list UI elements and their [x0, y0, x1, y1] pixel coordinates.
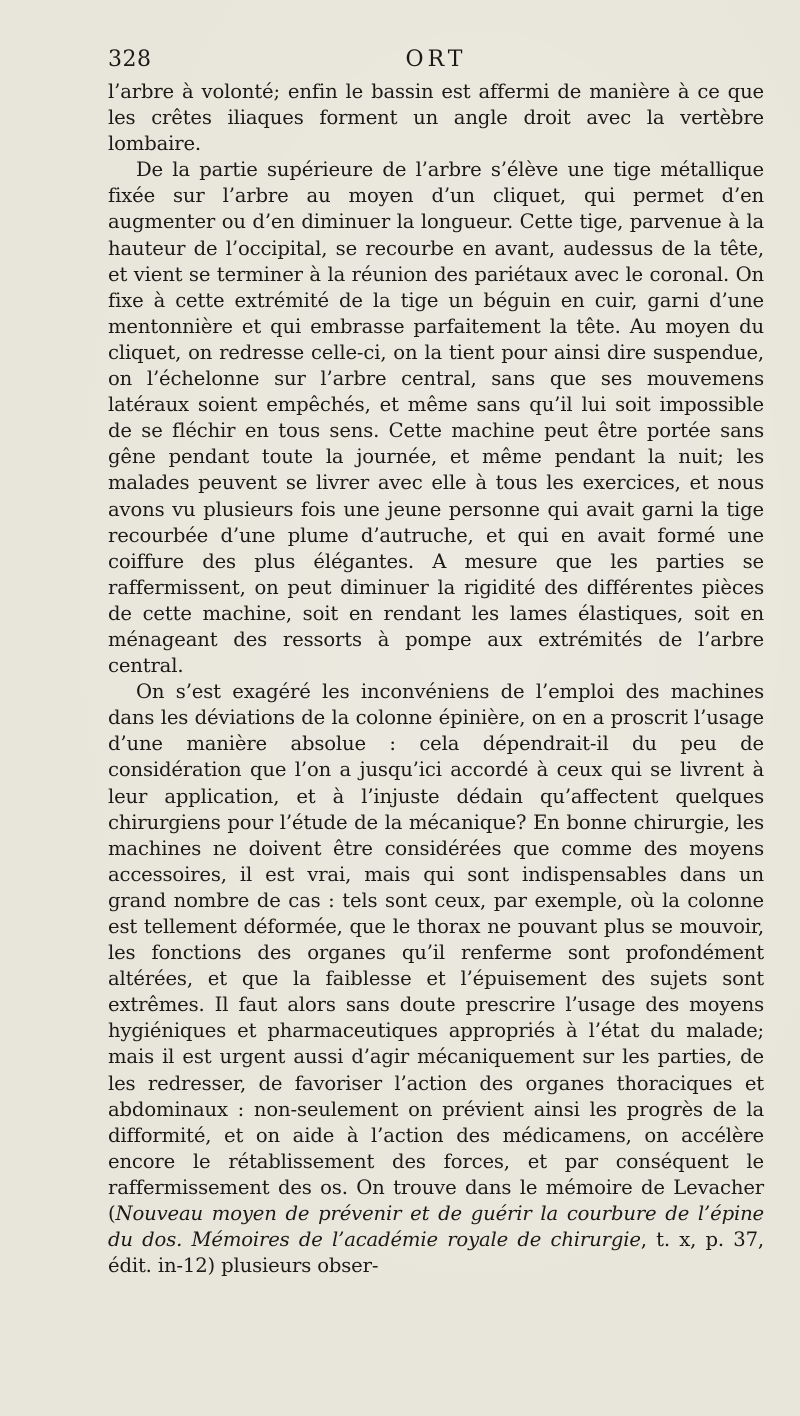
running-head: [108, 47, 764, 77]
paragraph-machines-discussion: [108, 679, 764, 1279]
page-number: 328: [108, 47, 152, 72]
paragraph-text-before-citation: On s’est exagéré les inconvéniens de l’emploi des machines dans les déviations de la colonne épinière, on en a proscrit l’usage d’une manière absolue : cela dépendrait-il du peu de considération que l’on a jusqu’ici accordé à ceux qui se livrent à leur application, et à l’injuste dédain qu’affectent quelques chirurgiens pour l’étude de la mécanique? En bonne chirurgie, les machines ne doivent être considérées que comme des moyens accessoires, il est vrai, mais qui sont indispensables dans un grand nombre de cas : tels sont ceux, par exemple, où la colonne est tellement déformée, que le thorax ne pouvant plus se mouvoir, les fonctions des organes qu’il renferme sont profondément altérées, et que la faiblesse et l’épuisement des sujets sont extrêmes. Il faut alors sans doute prescrire l’usage des moyens hygiéniques et pharmaceutiques appropriés à l’état du malade; mais il est urgent aussi d’agir mécaniquement sur les parties, de les redresser, de favoriser l’action des organes thoraciques et abdominaux : non-seulement on prévient ainsi les progrès de la difformité, et on aide à l’action des médicamens, on accélère encore le rétablissement des forces, et par conséquent le raffermissement des os. On trouve dans le mémoire de Levacher (: [108, 680, 764, 1226]
paragraph-head-support: De la partie supérieure de l’arbre s’élève une tige métallique fixée sur l’arbre au moyen d’un cliquet, qui permet d’en augmenter ou d’en diminuer la longueur. Cette tige, parvenue à la hauteur de l’occipital, se recourbe en avant, audessus de la tête, et vient se terminer à la réunion des pariétaux avec le coronal. On fixe à cette extrémité de la tige un béguin en cuir, garni d’une mentonnière et qui embrasse parfaitement la tête. Au moyen du cliquet, on redresse celle-ci, on la tient pour ainsi dire suspendue, on l’échelonne sur l’arbre central, sans que ses mouvemens latéraux soient empêchés, et même sans qu’il lui soit impossible de se fléchir en tous sens. Cette machine peut être portée sans gêne pendant toute la journée, et même pendant la nuit; les malades peuvent se livrer avec elle à tous les exercices, et nous avons vu plusieurs fois une jeune personne qui avait garni la tige recourbée d’une plume d’autruche, et qui en avait formé une coiffure des plus élégantes. A mesure que les parties se raffermissent, on peut diminuer la rigidité des différentes pièces de cette machine, soit en rendant les lames élastiques, soit en ménageant des ressorts à pompe aux extrémités de l’arbre central.: [108, 158, 764, 678]
paragraph-continuation: l’arbre à volonté; enfin le bassin est affermi de manière à ce que les crêtes iliaques forment un angle droit avec la vertèbre lombaire.: [108, 80, 764, 156]
paragraph-text-after-citation: , t. x, p. 37, édit. in-12) plusieurs obser-: [108, 1228, 765, 1278]
citation-title-italic: Nouveau moyen de prévenir et de guérir la courbure de l’épine du dos. Mémoires de l’académie royale de chirurgie: [108, 1202, 764, 1252]
running-title: ORT: [405, 47, 467, 72]
body-text: [108, 79, 764, 1279]
